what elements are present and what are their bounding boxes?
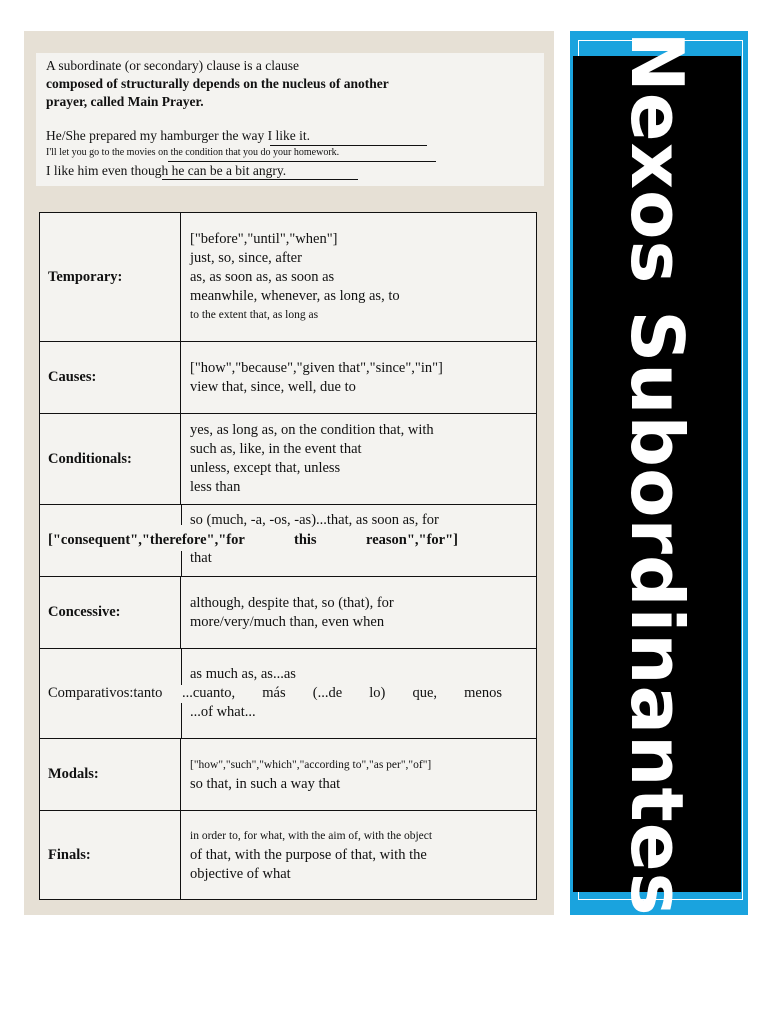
row-content [190, 414, 502, 504]
table-row-modals [40, 738, 536, 810]
row-line: view that, since, well, due to [190, 378, 356, 395]
example-2-underline [168, 161, 436, 162]
row-line: ...cuanto, más (...de lo) que, menos [182, 685, 502, 701]
row-content [190, 811, 502, 899]
row-line: to the extent that, as long as [190, 308, 319, 321]
example-3 [46, 163, 286, 179]
row-content [190, 577, 502, 648]
row-line: ...of what... [190, 704, 256, 720]
row-line: just, so, since, after [190, 249, 302, 266]
row-label: Temporary: [40, 213, 181, 341]
example-1-underline [270, 145, 427, 146]
row-label: Finals: [40, 811, 181, 899]
row-line: of that, with the purpose of that, with the [190, 846, 427, 863]
row-line: yes, as long as, on the condition that, with [190, 422, 434, 438]
row-line: in order to, for what, with the aim of, with the object [190, 829, 433, 842]
row-line: objective of what [190, 865, 291, 882]
row-label: Causes: [40, 342, 181, 413]
row-line: meanwhile, whenever, as long as, to [190, 287, 400, 304]
table-row-finals [40, 810, 536, 899]
row-line: as much as, as...as [190, 666, 296, 682]
row-line: ["how","because","given that","since","in"] [190, 359, 443, 376]
example-1-text: He/She prepared my hamburger the way I like it. [46, 128, 311, 143]
column-divider [181, 505, 182, 525]
row-content [190, 213, 502, 341]
example-2 [46, 147, 339, 158]
row-line: that [190, 550, 212, 566]
subordinating-nexus-table [39, 212, 537, 900]
row-line: so that, in such a way that [190, 775, 341, 792]
example-2-text: I'll let you go to the movies on the condition that you do your homework. [46, 147, 340, 158]
row-label: Concessive: [40, 577, 181, 648]
row-line: although, despite that, so (that), for [190, 594, 394, 611]
row-line: unless, except that, unless [190, 460, 341, 476]
row-line: more/very/much than, even when [190, 613, 385, 630]
row-line: less than [190, 479, 241, 495]
row-content [190, 739, 502, 810]
row-line: as, as soon as, as soon as [190, 268, 335, 285]
column-divider [181, 551, 182, 577]
column-divider [181, 649, 182, 685]
table-row-consequent [40, 504, 536, 576]
column-divider [181, 703, 182, 739]
table-row-conditionals [40, 413, 536, 504]
row-line: ["before","until","when"] [190, 230, 338, 247]
row-label: Conditionals: [40, 414, 181, 504]
row-label: Comparativos:tanto [48, 685, 163, 701]
example-3-underline [162, 179, 358, 180]
row-content [190, 342, 502, 413]
example-3-text: I like him even though he can be a bit angry. [46, 163, 287, 178]
example-1 [46, 128, 310, 144]
definition-line-3: prayer, called Main Prayer. [46, 94, 204, 109]
row-line: such as, like, in the event that [190, 441, 362, 457]
row-label: ["consequent","therefore","for this reason","for"] [48, 532, 458, 548]
row-label: Modals: [40, 739, 181, 810]
table-row-concessive [40, 576, 536, 648]
table-row-comparativos [40, 648, 536, 738]
definition-line-2: composed of structurally depends on the nucleus of another [46, 76, 389, 91]
definition-text [46, 57, 446, 111]
table-row-causes [40, 341, 536, 413]
definition-line-1: A subordinate (or secondary) clause is a clause [46, 58, 300, 73]
page-title: Nexos Subordinantes [615, 31, 699, 917]
row-line: so (much, -a, -os, -as)...that, as soon as, for [190, 512, 439, 528]
table-row-temporary [40, 213, 536, 341]
row-line: ["how","such","which","according to","as per","of"] [190, 758, 432, 771]
